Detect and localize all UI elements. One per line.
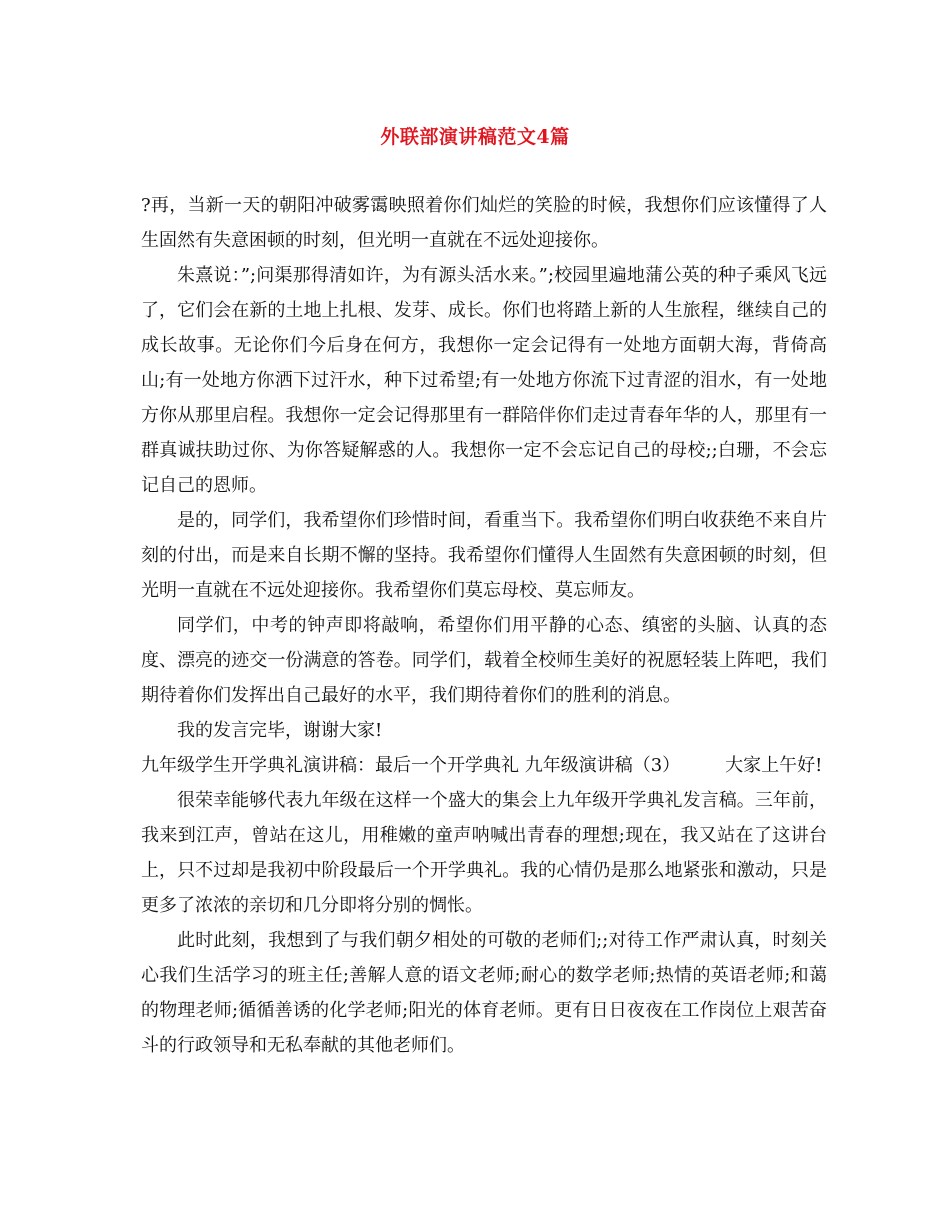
paragraph: 是的，同学们，我希望你们珍惜时间，看重当下。我希望你们明白收获绝不来自片刻的付出，而是来自长期不懈的坚持。我希望你们懂得人生固然有失意困顿的时刻，但光明一直就在不远处迎接你。我希望你们莫忘母校、莫忘师友。	[141, 510, 827, 601]
section-heading-paragraph: 九年级学生开学典礼演讲稿：最后一个开学典礼 九年级演讲稿（3） 大家上午好!	[141, 755, 823, 776]
paragraph: ?再，当新一天的朝阳冲破雾霭映照着你们灿烂的笑脸的时候，我想你们应该懂得了人生固然有失意困顿的时刻，但光明一直就在不远处迎接你。	[141, 195, 827, 251]
document-body	[141, 188, 827, 1063]
document-title: 外联部演讲稿范文4篇	[380, 126, 570, 148]
paragraph: 我的发言完毕，谢谢大家!	[177, 720, 383, 741]
paragraph: 朱熹说：”;问渠那得清如许，为有源头活水来。”;校园里遍地蒲公英的种子乘风飞远了，它们会在新的土地上扎根、发芽、成长。你们也将踏上新的人生旅程，继续自己的成长故事。无论你们今后身在何方，我想你一定会记得有一处地方面朝大海，背倚高山;有一处地方你洒下过汗水，种下过希望;有一处地方你流下过青涩的泪水，有一处地方你从那里启程。我想你一定会记得那里有一群陪伴你们走过青春年华的人，那里有一群真诚扶助过你、为你答疑解惑的人。我想你一定不会忘记自己的母校;;白珊，不会忘记自己的恩师。	[141, 265, 827, 496]
paragraph: 此时此刻，我想到了与我们朝夕相处的可敬的老师们;;对待工作严肃认真，时刻关心我们生活学习的班主任;善解人意的语文老师;耐心的数学老师;热情的英语老师;和蔼的物理老师;循循善诱的化学老师;阳光的体育老师。更有日日夜夜在工作岗位上艰苦奋斗的行政领导和无私奉献的其他老师们。	[141, 930, 827, 1056]
paragraph: 同学们，中考的钟声即将敲响，希望你们用平静的心态、缜密的头脑、认真的态度、漂亮的迹交一份满意的答卷。同学们，载着全校师生美好的祝愿轻装上阵吧，我们期待着你们发挥出自己最好的水平，我们期待着你们的胜利的消息。	[141, 615, 827, 706]
paragraph: 很荣幸能够代表九年级在这样一个盛大的集会上九年级开学典礼发言稿。三年前，我来到江声，曾站在这儿，用稚嫩的童声呐喊出青春的理想;现在，我又站在了这讲台上，只不过却是我初中阶段最后一个开学典礼。我的心情仍是那么地紧张和激动，只是更多了浓浓的亲切和几分即将分别的惆怅。	[141, 790, 827, 916]
